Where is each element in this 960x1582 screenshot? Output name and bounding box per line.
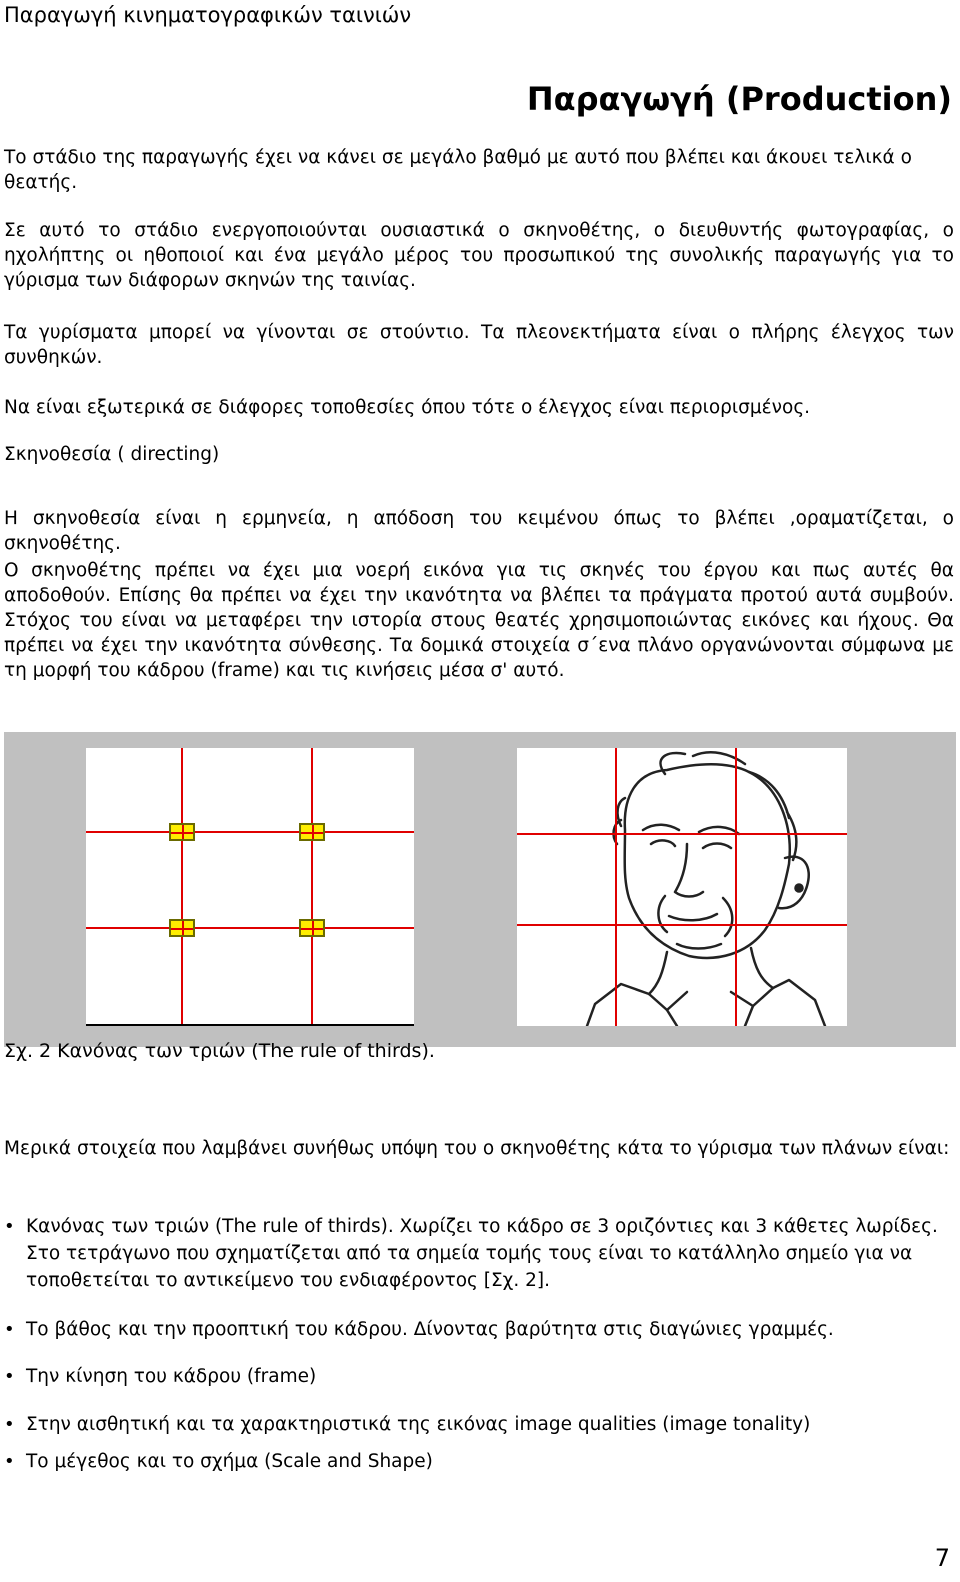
intersection-marker xyxy=(299,919,325,937)
bullet-icon: • xyxy=(4,1319,15,1340)
list-item-text: Την κίνηση του κάδρου (frame) xyxy=(26,1366,317,1387)
paragraph-crew: Σε αυτό το στάδιο ενεργοποιούνται ουσιαστικά ο σκηνοθέτης, ο διευθυντής φωτογραφίας, ο ηχολήπτης οι ηθοποιοί και ένα μεγάλο μέρος του προσωπικού της συνολικής παραγωγής για το γύρισμα των διάφορων σκηνών της ταινίας. xyxy=(4,220,954,291)
grid-line-horizontal xyxy=(517,924,847,926)
intersection-marker xyxy=(169,823,195,841)
bullet-icon: • xyxy=(4,1216,15,1237)
list-item xyxy=(4,1213,954,1294)
section-heading: Παραγωγή (Production) xyxy=(526,80,952,118)
grid-line-vertical xyxy=(615,748,617,1026)
grid-line-horizontal xyxy=(86,927,414,929)
page-number: 7 xyxy=(934,1544,950,1572)
paragraph-directing-definition: Η σκηνοθεσία είναι η ερμηνεία, η απόδοση του κειμένου όπως το βλέπει ,οραματίζεται, ο σκηνοθέτης. xyxy=(4,508,954,554)
list-item xyxy=(4,1448,954,1475)
grid-line-vertical xyxy=(735,748,737,1026)
grid-line-horizontal xyxy=(86,831,414,833)
bullet-icon: • xyxy=(4,1414,15,1435)
rule-of-thirds-figure xyxy=(4,732,956,1047)
portrait-panel xyxy=(517,748,847,1026)
list-item xyxy=(4,1316,954,1343)
list-item-text: Στην αισθητική και τα χαρακτηριστικά της εικόνας image qualities (image tonality) xyxy=(26,1414,811,1435)
grid-line-vertical xyxy=(181,748,183,1026)
paragraph-studio: Τα γυρίσματα μπορεί να γίνονται σε στούντιο. Τα πλεονεκτήματα είναι ο πλήρης έλεγχος των συνθηκών. xyxy=(4,322,954,368)
paragraph-director-role: Ο σκηνοθέτης πρέπει να έχει μια νοερή εικόνα για τις σκηνές του έργου και πως αυτές θα αποδοθούν. Επίσης θα πρέπει να έχει την ικανότητα να βλέπει τα πράγματα προτού αυτά συμβούν. Στόχος του είναι να μεταφέρει την ιστορία στους θεατές χρησιμοποιώντας εικόνες και ήχους. Θα πρέπει να έχει την ικανότητα σύνθεσης. Τα δομικά στοιχεία σ΄ενα πλάνο οργανώνονται σύμφωνα με τη μορφή του κάδρου (frame) και τις κινήσεις μέσα σ' αυτό. xyxy=(4,560,954,681)
intersection-marker xyxy=(169,919,195,937)
list-item xyxy=(4,1411,954,1438)
figure-caption: Σχ. 2 Κανόνας των τριών (The rule of thirds). xyxy=(4,1040,435,1062)
list-item xyxy=(4,1363,954,1390)
bullet-icon: • xyxy=(4,1366,15,1387)
list-item-text: Το μέγεθος και το σχήμα (Scale and Shape) xyxy=(26,1451,433,1472)
intersection-marker xyxy=(299,823,325,841)
list-item-text: Κανόνας των τριών (The rule of thirds). Χωρίζει το κάδρο σε 3 οριζόντιες και 3 κάθετες λωρίδες. Στο τετράγωνο που σχηματίζεται από τα σημεία τομής τους είναι το κατάλληλο σημείο για να τοποθετείται το αντικείμενο του ενδιαφέροντος [Σχ. 2]. xyxy=(26,1216,938,1291)
list-item-text: Το βάθος και την προοπτική του κάδρου. Δίνοντας βαρύτητα στις διαγώνιες γραμμές. xyxy=(26,1319,834,1340)
grid-panel xyxy=(86,748,414,1026)
panel-baseline xyxy=(86,1024,414,1026)
bullet-icon: • xyxy=(4,1451,15,1472)
paragraph-intro: Το στάδιο της παραγωγής έχει να κάνει σε μεγάλο βαθμό με αυτό που βλέπει και άκουει τελικά ο θεατής. xyxy=(4,147,912,193)
man-portrait-illustration xyxy=(517,748,847,1026)
running-header: Παραγωγή κινηματογραφικών ταινιών xyxy=(4,3,412,27)
paragraph-locations: Να είναι εξωτερικά σε διάφορες τοποθεσίες όπου τότε ο έλεγχος είναι περιορισμένος. xyxy=(4,397,811,418)
paragraph-directing-title: Σκηνοθεσία ( directing) xyxy=(4,444,220,465)
paragraph-considerations: Μερικά στοιχεία που λαμβάνει συνήθως υπόψη του ο σκηνοθέτης κάτα το γύρισμα των πλάνων είναι: xyxy=(4,1138,950,1159)
grid-line-vertical xyxy=(311,748,313,1026)
grid-line-horizontal xyxy=(517,833,847,835)
